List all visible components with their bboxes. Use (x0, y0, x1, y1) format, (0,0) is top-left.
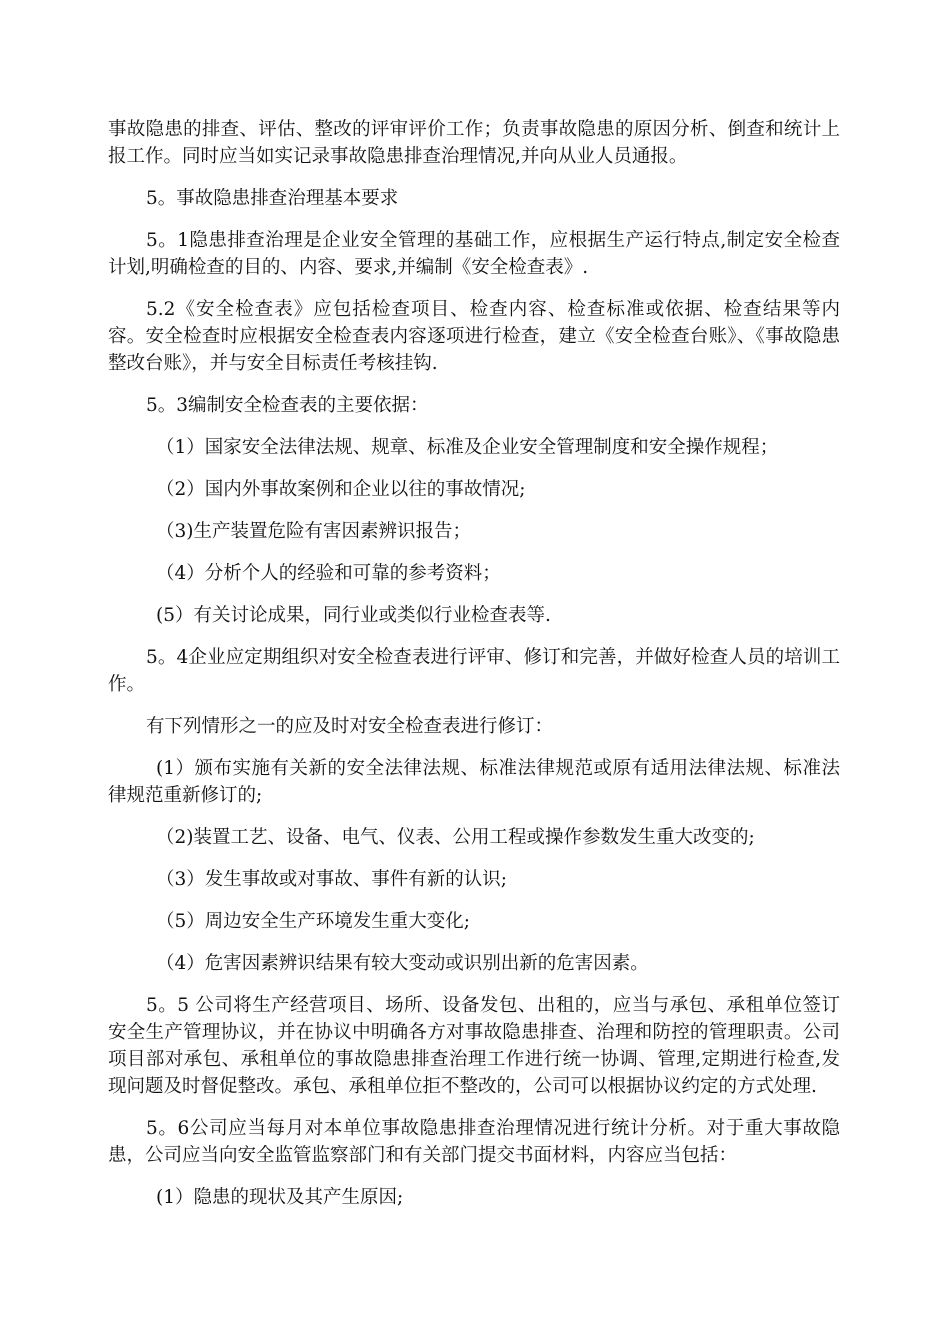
paragraph: 5。5 公司将生产经营项目、场所、设备发包、出租的，应当与承包、承租单位签订安全生产管理协议，并在协议中明确各方对事故隐患排查、治理和防控的管理职责。公司项目部对承包、承租单位的事故隐患排查治理工作进行统一协调、管理,定期进行检查,发现问题及时督促整改。承包、承租单位拒不整改的，公司可以根据协议约定的方式处理. (108, 995, 840, 1097)
paragraph: 5。6公司应当每月对本单位事故隐患排查治理情况进行统计分析。对于重大事故隐患，公司应当向安全监管监察部门和有关部门提交书面材料，内容应当包括： (108, 1118, 840, 1166)
list-item: （3）发生事故或对事故、事件有新的认识; (156, 869, 508, 890)
list-item: (5）有关讨论成果，同行业或类似行业检查表等. (156, 605, 551, 626)
paragraph: 5.2《安全检查表》应包括检查项目、检查内容、检查标准或依据、检查结果等内容。安全检查时应根据安全检查表内容逐项进行检查，建立《安全检查台账》、《事故隐患整改台账》，并与安全目标责任考核挂钩. (108, 299, 840, 374)
section-heading: 5。事故隐患排查治理基本要求 (146, 188, 399, 209)
paragraph: 有下列情形之一的应及时对安全检查表进行修订： (146, 716, 554, 737)
paragraph: 5。1隐患排查治理是企业安全管理的基础工作，应根据生产运行特点,制定安全检查计划,明确检查的目的、内容、要求,并编制《安全检查表》. (108, 230, 840, 278)
paragraph: 5。3编制安全检查表的主要依据： (146, 395, 429, 416)
paragraph: 事故隐患的排查、评估、整改的评审评价工作；负责事故隐患的原因分析、倒查和统计上报工作。同时应当如实记录事故隐患排查治理情况,并向从业人员通报。 (108, 119, 840, 167)
list-item: （5）周边安全生产环境发生重大变化; (156, 911, 471, 932)
list-item: （4）危害因素辨识结果有较大变动或识别出新的危害因素。 (156, 953, 649, 974)
list-item: （2)装置工艺、设备、电气、仪表、公用工程或操作参数发生重大改变的; (156, 827, 755, 848)
list-item: （4）分析个人的经验和可靠的参考资料； (156, 563, 501, 584)
list-item: （1）国家安全法律法规、规章、标准及企业安全管理制度和安全操作规程； (156, 437, 779, 458)
paragraph: 5。4企业应定期组织对安全检查表进行评审、修订和完善，并做好检查人员的培训工作。 (108, 647, 840, 695)
list-item: （3)生产装置危险有害因素辨识报告； (156, 521, 471, 542)
document-body (108, 116, 840, 1226)
list-item: （2）国内外事故案例和企业以往的事故情况; (156, 479, 526, 500)
list-item: (1）隐患的现状及其产生原因; (156, 1187, 404, 1208)
list-item: (1）颁布实施有关新的安全法律法规、标准法律规范或原有适用法律法规、标准法律规范重新修订的; (108, 758, 840, 806)
